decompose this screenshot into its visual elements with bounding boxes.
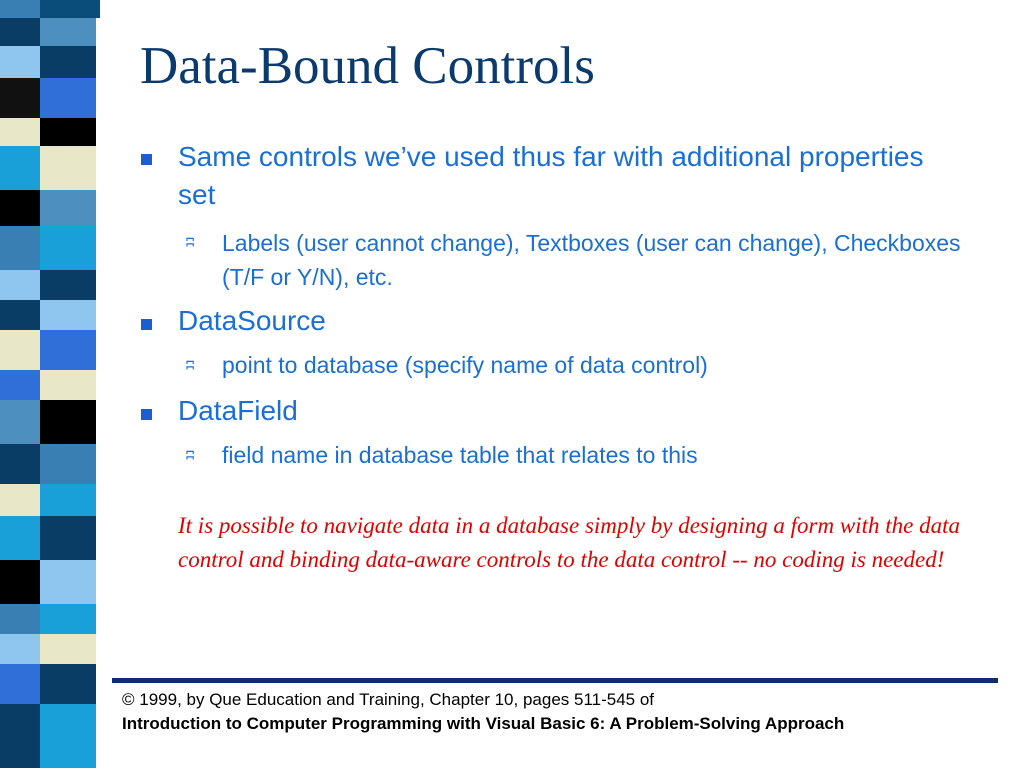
bullet-square-icon bbox=[141, 154, 152, 165]
decorative-stripe bbox=[0, 0, 100, 768]
note-text: It is possible to navigate data in a database simply by designing a form with the data control and binding data-aware controls to the data control -- no coding is needed! bbox=[178, 513, 960, 572]
sub-bullet-text: point to database (specify name of data control) bbox=[222, 352, 708, 378]
slide-title: Data-Bound Controls bbox=[140, 37, 595, 95]
footer-book-title: Introduction to Computer Programming with Visual Basic 6: A Problem-Solving Approach bbox=[122, 714, 845, 733]
sub-bullet-icon: ʭ bbox=[186, 446, 195, 465]
footer-copyright: © 1999, by Que Education and Training, Chapter 10, pages 511-545 of bbox=[122, 690, 655, 709]
footer-divider bbox=[112, 678, 998, 683]
sub-bullet-text: Labels (user cannot change), Textboxes (user can change), Checkboxes (T/F or Y/N), etc. bbox=[222, 230, 961, 290]
bullet-text: Same controls we’ve used thus far with additional properties set bbox=[178, 141, 924, 210]
sub-bullet-icon: ʭ bbox=[186, 356, 195, 375]
bullet-square-icon bbox=[141, 409, 152, 420]
sub-bullet-text: field name in database table that relates to this bbox=[222, 442, 698, 468]
sub-bullet-icon: ʭ bbox=[186, 233, 195, 252]
bullet-text: DataField bbox=[178, 395, 298, 426]
bullet-text: DataSource bbox=[178, 305, 326, 336]
bullet-square-icon bbox=[141, 319, 152, 330]
